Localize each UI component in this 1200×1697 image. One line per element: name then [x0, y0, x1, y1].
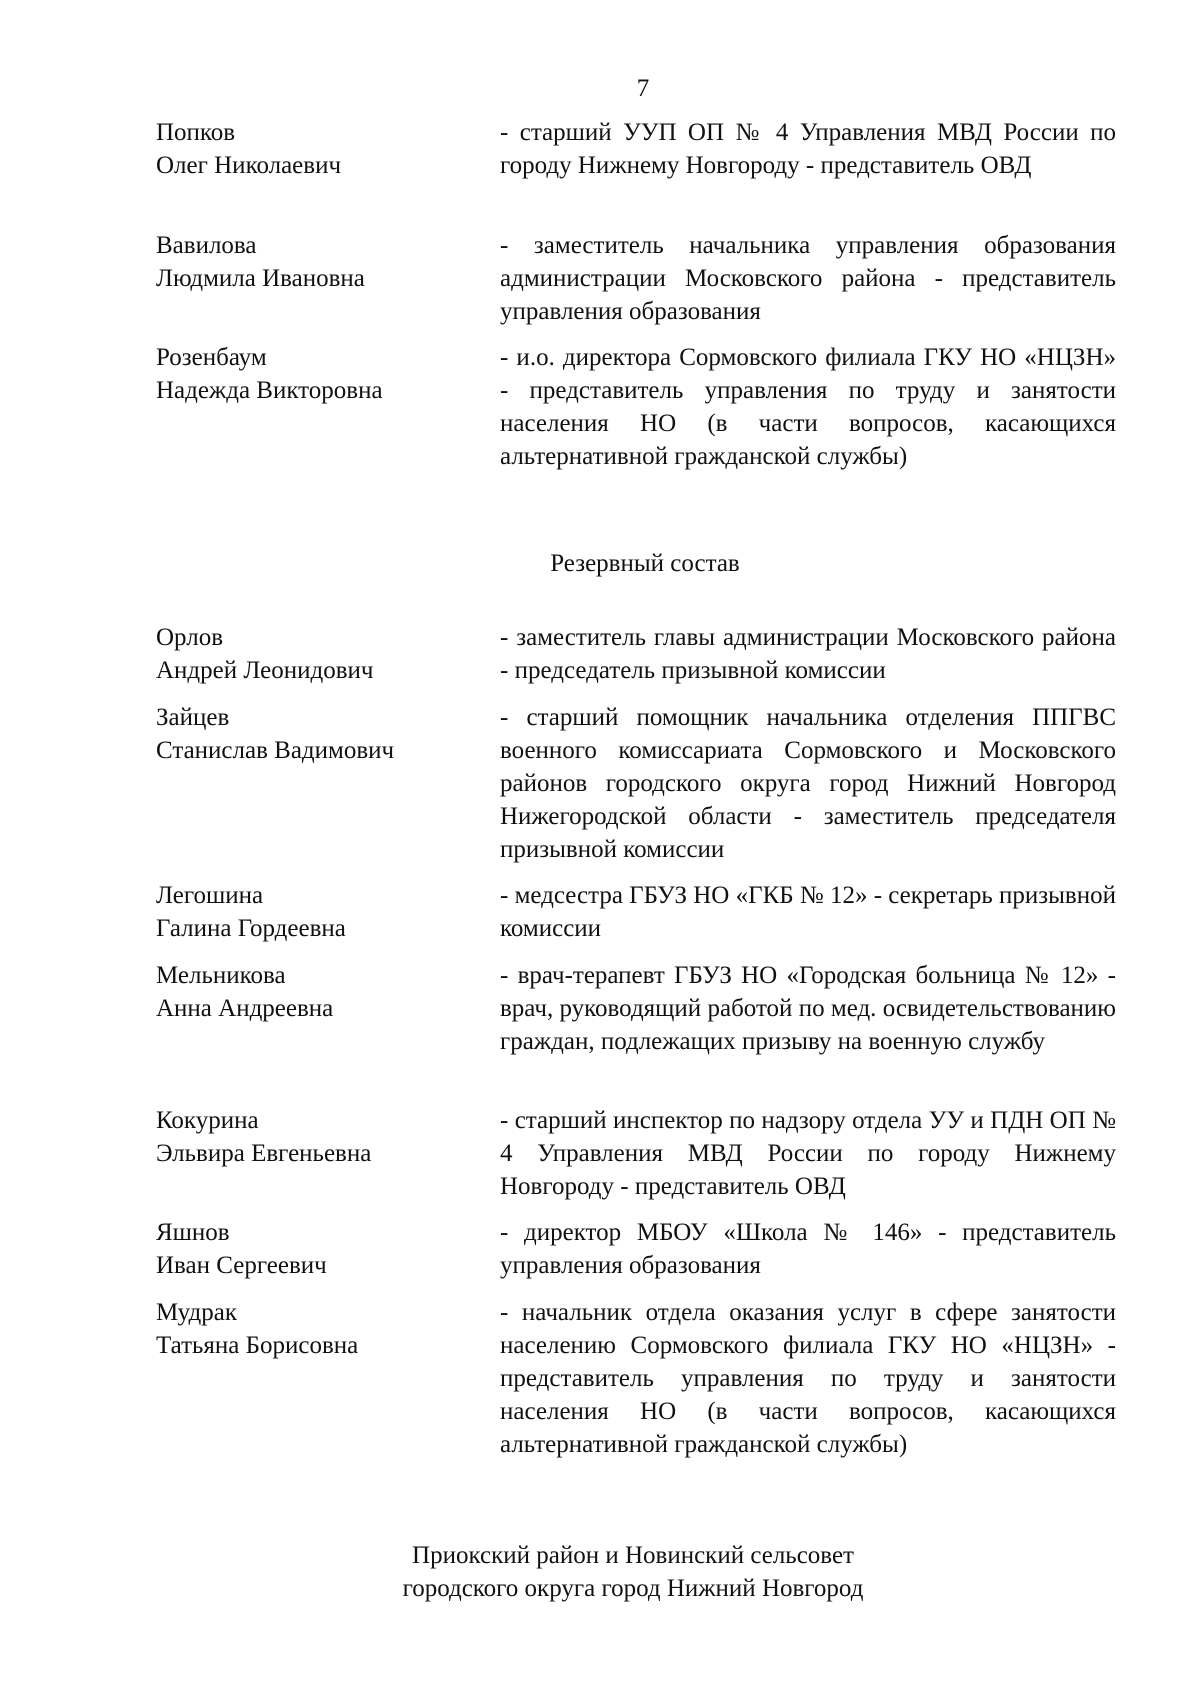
member-given-name: Эльвира Евгеньевна [156, 1140, 372, 1167]
member-surname: Вавилова [156, 232, 257, 259]
member-role: - медсестра ГБУЗ НО «ГКБ № 12» - секретарь призывной комиссии [500, 882, 1116, 942]
member-role: - заместитель главы администрации Московского района - председатель призывной комиссии [500, 624, 1116, 684]
page-number: 7 [636, 75, 650, 102]
member-name [156, 879, 486, 945]
district-section-title [0, 1539, 1200, 1605]
member-name [156, 116, 486, 182]
member-surname: Зайцев [156, 704, 230, 731]
member-given-name: Станислав Вадимович [156, 737, 395, 764]
member-role: - и.о. директора Сормовского филиала ГКУ НО «НЦЗН» - представитель управления по труду и занятости населения НО (в части вопросов, касающихся альтернативной гражданской службы) [500, 344, 1116, 470]
member-surname: Мельникова [156, 962, 286, 989]
member-surname: Легошина [156, 882, 264, 909]
member-surname: Орлов [156, 624, 224, 651]
district-title-line: городского округа город Нижний Новгород [402, 1575, 864, 1602]
member-name [156, 341, 486, 407]
member-name [156, 1216, 486, 1282]
member-name [156, 1296, 486, 1362]
district-title-line: Приокский район и Новинский сельсовет [412, 1542, 854, 1569]
member-role: - старший инспектор по надзору отдела УУ и ПДН ОП № 4 Управления МВД России по городу Нижнему Новгороду - представитель ОВД [500, 1107, 1116, 1200]
member-role: - старший УУП ОП № 4 Управления МВД России по городу Нижнему Новгороду - представитель ОВД [500, 119, 1116, 179]
member-given-name: Олег Николаевич [156, 152, 342, 179]
member-name [156, 701, 486, 767]
member-surname: Яшнов [156, 1219, 230, 1246]
member-role: - начальник отдела оказания услуг в сфере занятости населению Сормовского филиала ГКУ НО «НЦЗН» - представитель управления по труду и занятости населения НО (в части вопросов, касающихся альтернативной гражданской службы) [500, 1299, 1116, 1458]
member-given-name: Галина Гордеевна [156, 915, 346, 942]
member-name [156, 621, 486, 687]
member-given-name: Татьяна Борисовна [156, 1332, 359, 1359]
member-role: - врач-терапевт ГБУЗ НО «Городская больница № 12» - врач, руководящий работой по мед. освидетельствованию граждан, подлежащих призыву на военную службу [500, 962, 1116, 1055]
member-name [156, 229, 486, 295]
member-role: - старший помощник начальника отделения ППГВС военного комиссариата Сормовского и Московского районов городского округа город Нижний Новгород Нижегородской области - заместитель председателя призывной комиссии [500, 704, 1116, 863]
member-name [156, 1104, 486, 1170]
member-surname: Кокурина [156, 1107, 259, 1134]
member-given-name: Людмила Ивановна [156, 265, 365, 292]
member-surname: Розенбаум [156, 344, 267, 371]
member-surname: Мудрак [156, 1299, 237, 1326]
member-role: - директор МБОУ «Школа № 146» - представитель управления образования [500, 1219, 1116, 1279]
member-role: - заместитель начальника управления образования администрации Московского района - представитель управления образования [500, 232, 1116, 325]
member-given-name: Иван Сергеевич [156, 1252, 327, 1279]
member-given-name: Андрей Леонидович [156, 657, 374, 684]
member-surname: Попков [156, 119, 236, 146]
reserve-section-title: Резервный состав [550, 550, 740, 577]
member-given-name: Надежда Викторовна [156, 377, 383, 404]
member-name [156, 959, 486, 1025]
member-given-name: Анна Андреевна [156, 995, 334, 1022]
